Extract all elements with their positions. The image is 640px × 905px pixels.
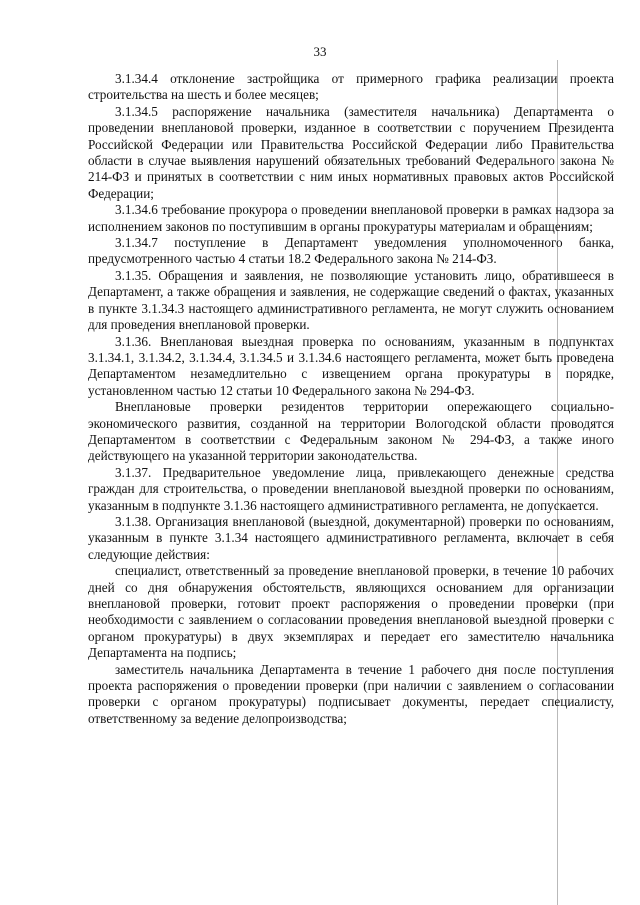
- paragraph-3-1-34-6: 3.1.34.6 требование прокурора о проведении внеплановой проверки в рамках надзора за исполнением законов по поступившим в органы прокуратуры материалам и обращениям;: [88, 202, 614, 234]
- paragraph-specialist-action: специалист, ответственный за проведение внеплановой проверки, в течение 10 рабочих дней со дня обнаружения обстоятельств, являющихся основанием для организации внеплановой проверки, готовит проект распоряжения о проведении проверки (при необходимости с заявлением о согласовании проведения внеплановой выездной проверки с органом прокуратуры) в двух экземплярах и передает его заместителю начальника Департамента на подпись;: [88, 563, 614, 661]
- paragraph-3-1-37: 3.1.37. Предварительное уведомление лица, привлекающего денежные средства граждан для строительства, о проведении внеплановой выездной проверки по основаниям, указанным в подпункте 3.1.36 настоящего административного регламента, не допускается.: [88, 464, 614, 513]
- document-body: [88, 71, 614, 727]
- paragraph-3-1-36: 3.1.36. Внеплановая выездная проверка по основаниям, указанным в подпунктах 3.1.34.1, 3.1.34.2, 3.1.34.4, 3.1.34.5 и 3.1.34.6 настоящего регламента, может быть проведена Департаментом незамедлительно с извещением органа прокуратуры в порядке, установленном частью 12 статьи 10 Федерального закона № 294-ФЗ.: [88, 333, 614, 398]
- page-number: 33: [313, 44, 327, 59]
- paragraph-3-1-38: 3.1.38. Организация внеплановой (выездной, документарной) проверки по основаниям, указанным в пункте 3.1.34 настоящего административного регламента, включает в себя следующие действия:: [88, 513, 614, 562]
- paragraph-3-1-35: 3.1.35. Обращения и заявления, не позволяющие установить лицо, обратившееся в Департамент, а также обращения и заявления, не содержащие сведений о фактах, указанных в пункте 3.1.34.3 настоящего административного регламента, не могут служить основанием для проведения внеплановой проверки.: [88, 267, 614, 333]
- paragraph-3-1-34-5: 3.1.34.5 распоряжение начальника (заместителя начальника) Департамента о проведении внеплановой проверки, изданное в соответствии с поручением Президента Российской Федерации или Правительства Российской Федерации либо Правительства области в случае выявления нарушений обязательных требований Федерального закона № 214-ФЗ и принятых в соответствии с ним иных нормативных правовых актов Российской Федерации;: [88, 103, 614, 201]
- paragraph-residents-checks: Внеплановые проверки резидентов территории опережающего социально-экономического развития, созданной на территории Вологодской области проводятся Департаментом в соответствии с Федеральным законом № 294-ФЗ, а также иного действующего на указанной территории законодательства.: [88, 399, 614, 464]
- paragraph-3-1-34-4: 3.1.34.4 отклонение застройщика от примерного графика реализации проекта строительства на шесть и более месяцев;: [88, 71, 614, 103]
- paragraph-deputy-action: заместитель начальника Департамента в течение 1 рабочего дня после поступления проекта распоряжения о проведении проверки (при наличии с заявлением о согласовании проверки с органом прокуратуры) подписывает документы, передает специалисту, ответственному за ведение делопроизводства;: [88, 661, 614, 726]
- paragraph-3-1-34-7: 3.1.34.7 поступление в Департамент уведомления уполномоченного банка, предусмотренного частью 4 статьи 18.2 Федерального закона № 214-ФЗ.: [88, 235, 614, 267]
